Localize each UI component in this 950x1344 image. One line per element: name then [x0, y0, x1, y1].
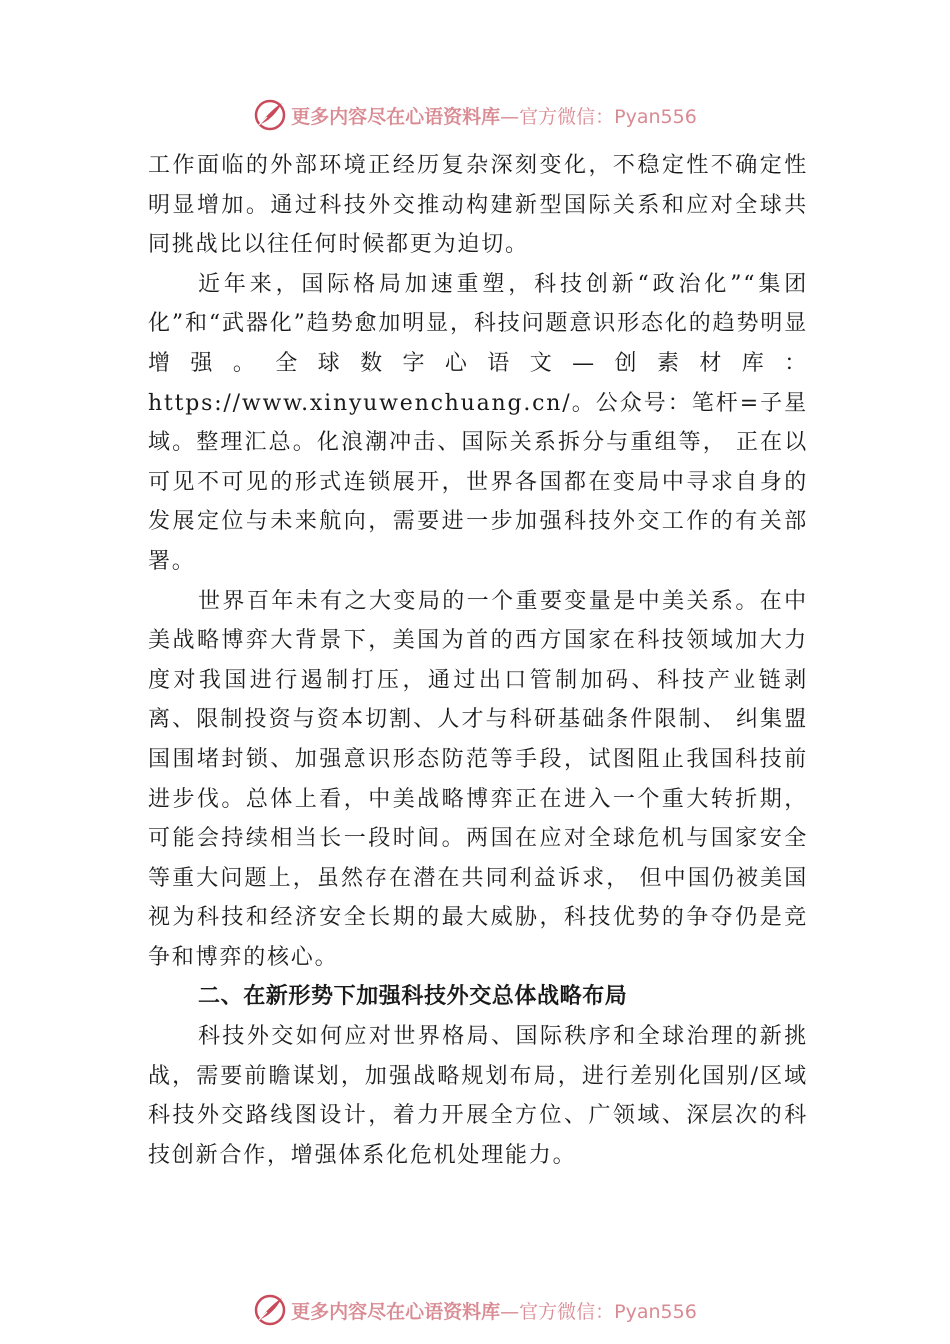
- quill-logo-icon: [253, 98, 287, 132]
- watermark-brand: 更多内容尽在心语资料库: [291, 105, 501, 128]
- watermark-contact: —官方微信：Pyan556: [500, 105, 697, 128]
- watermark-brand: 更多内容尽在心语资料库: [291, 1300, 501, 1323]
- section-heading: 二、在新形势下加强科技外交总体战略布局: [198, 984, 628, 1010]
- paragraph-4: 科技外交如何应对世界格局、国际秩序和全球治理的新挑战，需要前瞻谋划，加强战略规划布局，进行差别化国别/区域科技外交路线图设计，着力开展全方位、广领域、深层次的科技创新合作，增强体系化危机处理能力。: [148, 1024, 808, 1168]
- watermark-contact: —官方微信：Pyan556: [500, 1300, 697, 1323]
- paragraph-2: 近年来，国际格局加速重塑，科技创新“政治化”“集团化”和“武器化”趋势愈加明显，科技问题意识形态化的趋势明显增强。全球数字心语文—创素材库：https://www.xinyuwenchuang.cn/。公众号：笔杆=子星域。整理汇总。化浪潮冲击、国际关系拆分与重组等， 正在以可见不可见的形式连锁展开，世界各国都在变局中寻求自身的发展定位与未来航向，需要进一步加强科技外交工作的有关部署。: [148, 271, 808, 574]
- document-body: [148, 146, 808, 1175]
- quill-logo-icon: [253, 1293, 287, 1327]
- paragraph-1: 工作面临的外部环境正经历复杂深刻变化，不稳定性不确定性明显增加。通过科技外交推动构建新型国际关系和应对全球共同挑战比以往任何时候都更为迫切。: [148, 153, 808, 258]
- watermark-footer: [0, 1290, 950, 1330]
- watermark-header: [0, 95, 950, 135]
- paragraph-3: 世界百年未有之大变局的一个重要变量是中美关系。在中美战略博弈大背景下，美国为首的西方国家在科技领域加大力度对我国进行遏制打压，通过出口管制加码、科技产业链剥离、限制投资与资本切割、人才与科研基础条件限制、 纠集盟国围堵封锁、加强意识形态防范等手段，试图阻止我国科技前进步伐。总体上看，中美战略博弈正在进入一个重大转折期，可能会持续相当长一段时间。两国在应对全球危机与国家安全等重大问题上，虽然存在潜在共同利益诉求， 但中国仍被美国视为科技和经济安全长期的最大威胁，科技优势的争夺仍是竞争和博弈的核心。: [148, 588, 808, 970]
